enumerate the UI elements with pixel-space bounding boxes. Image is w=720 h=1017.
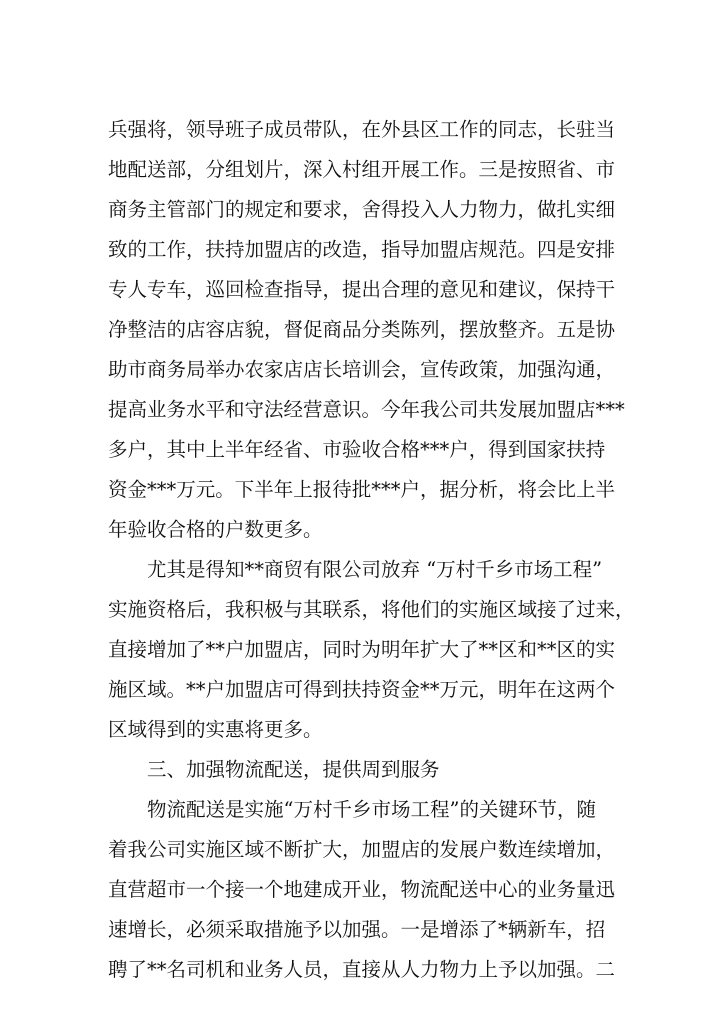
text-line: 年验收合格的户数更多。	[108, 518, 323, 541]
text-line: 多户，其中上半年经省、市验收合格***户，得到国家扶持	[108, 438, 606, 461]
text-line: 净整洁的店容店貌，督促商品分类陈列，摆放整齐。五是协	[108, 318, 616, 341]
text-line: 地配送部，分组划片，深入村组开展工作。三是按照省、市	[108, 158, 616, 181]
text-line: 施区域。**户加盟店可得到扶持资金**万元，明年在这两个	[108, 678, 616, 701]
section-heading: 三、加强物流配送，提供周到服务	[147, 758, 440, 781]
text-line: 实施资格后，我积极与其联系，将他们的实施区域接了过来，	[108, 598, 635, 621]
text-line: 区域得到的实惠将更多。	[108, 718, 323, 741]
text-line: 着我公司实施区域不断扩大，加盟店的发展户数连续增加，	[108, 838, 616, 861]
text-line: 资金***万元。下半年上报待批***户，据分析，将会比上半	[108, 478, 616, 501]
text-line: 直营超市一个接一个地建成开业，物流配送中心的业务量迅	[108, 878, 616, 901]
text-line: 兵强将，领导班子成员带队，在外县区工作的同志，长驻当	[108, 118, 616, 141]
text-line: 直接增加了**户加盟店，同时为明年扩大了**区和**区的实	[108, 638, 616, 661]
text-line: 致的工作，扶持加盟店的改造，指导加盟店规范。四是安排	[108, 238, 616, 261]
text-line: 提高业务水平和守法经营意识。今年我公司共发展加盟店***	[108, 398, 625, 421]
text-line: 专人专车，巡回检查指导，提出合理的意见和建议，保持干	[108, 278, 616, 301]
text-line: 助市商务局举办农家店店长培训会，宣传政策，加强沟通，	[108, 358, 616, 381]
text-line: 速增长，必须采取措施予以加强。一是增添了*辆新车，招	[108, 918, 606, 941]
text-line: 尤其是得知**商贸有限公司放弃 “万村千乡市场工程”	[147, 558, 603, 581]
text-line: 物流配送是实施“万村千乡市场工程”的关键环节，随	[147, 798, 596, 821]
text-line: 商务主管部门的规定和要求，舍得投入人力物力，做扎实细	[108, 198, 616, 221]
text-line: 聘了**名司机和业务人员，直接从人力物力上予以加强。二	[108, 958, 616, 981]
